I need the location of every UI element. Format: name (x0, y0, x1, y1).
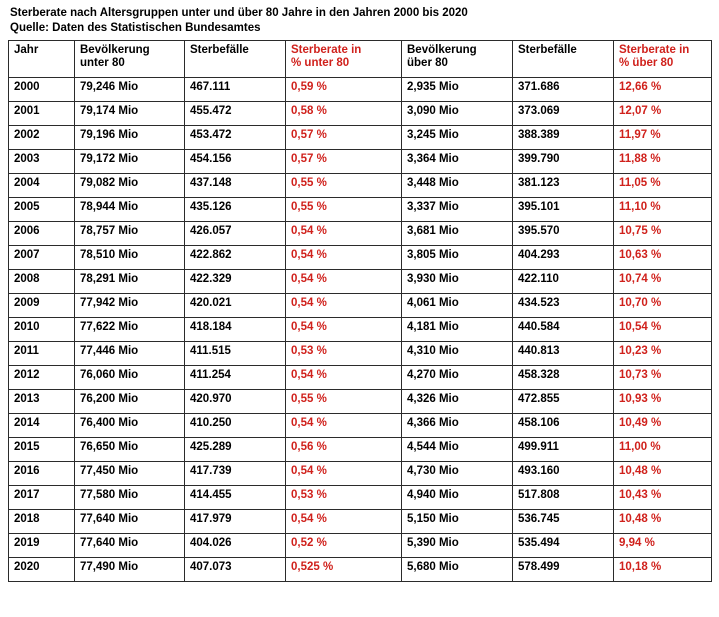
table-row (9, 246, 712, 270)
cell-sterberate-unter-80: 0,55 % (286, 390, 402, 414)
column-header-bev-ueber80-line2: über 80 (407, 57, 448, 69)
cell-jahr: 2014 (9, 414, 75, 438)
cell-sterbefaelle-unter-80: 422.329 (185, 270, 286, 294)
cell-jahr: 2013 (9, 390, 75, 414)
cell-sterberate-unter-80: 0,59 % (286, 78, 402, 102)
cell-sterbefaelle-unter-80: 407.073 (185, 558, 286, 582)
cell-bevoelkerung-ueber-80: 5,680 Mio (402, 558, 513, 582)
table-row (9, 366, 712, 390)
column-header-bev-unter80-line2: unter 80 (80, 57, 125, 69)
cell-sterberate-unter-80: 0,55 % (286, 198, 402, 222)
cell-sterbefaelle-unter-80: 410.250 (185, 414, 286, 438)
cell-bevoelkerung-unter-80: 77,580 Mio (75, 486, 185, 510)
cell-bevoelkerung-unter-80: 79,196 Mio (75, 126, 185, 150)
cell-sterberate-unter-80: 0,54 % (286, 366, 402, 390)
cell-sterberate-ueber-80: 9,94 % (614, 534, 712, 558)
table-row (9, 486, 712, 510)
column-header-jahr (9, 41, 75, 78)
cell-sterberate-unter-80: 0,53 % (286, 486, 402, 510)
cell-sterberate-ueber-80: 11,00 % (614, 438, 712, 462)
cell-bevoelkerung-unter-80: 76,650 Mio (75, 438, 185, 462)
cell-sterberate-unter-80: 0,55 % (286, 174, 402, 198)
cell-sterbefaelle-ueber-80: 517.808 (513, 486, 614, 510)
cell-sterbefaelle-unter-80: 435.126 (185, 198, 286, 222)
column-header-rate-unter80-line1: Sterberate in (291, 44, 362, 56)
cell-sterbefaelle-unter-80: 404.026 (185, 534, 286, 558)
title-line-2: Quelle: Daten des Statistischen Bundesamtes (10, 22, 261, 34)
cell-sterbefaelle-unter-80: 417.979 (185, 510, 286, 534)
cell-jahr: 2007 (9, 246, 75, 270)
column-header-sterbefaelle-ueber80-line1: Sterbefälle (518, 44, 577, 56)
table-row (9, 174, 712, 198)
cell-sterberate-unter-80: 0,525 % (286, 558, 402, 582)
cell-bevoelkerung-unter-80: 77,446 Mio (75, 342, 185, 366)
cell-jahr: 2020 (9, 558, 75, 582)
table-row (9, 270, 712, 294)
cell-bevoelkerung-unter-80: 77,640 Mio (75, 510, 185, 534)
cell-sterberate-ueber-80: 10,75 % (614, 222, 712, 246)
cell-sterberate-unter-80: 0,56 % (286, 438, 402, 462)
cell-bevoelkerung-ueber-80: 3,681 Mio (402, 222, 513, 246)
cell-bevoelkerung-ueber-80: 3,930 Mio (402, 270, 513, 294)
cell-bevoelkerung-unter-80: 76,060 Mio (75, 366, 185, 390)
cell-sterberate-unter-80: 0,52 % (286, 534, 402, 558)
cell-sterbefaelle-ueber-80: 458.106 (513, 414, 614, 438)
cell-bevoelkerung-unter-80: 79,172 Mio (75, 150, 185, 174)
cell-jahr: 2000 (9, 78, 75, 102)
cell-sterberate-ueber-80: 10,49 % (614, 414, 712, 438)
cell-sterbefaelle-ueber-80: 535.494 (513, 534, 614, 558)
cell-bevoelkerung-ueber-80: 4,326 Mio (402, 390, 513, 414)
table-row (9, 294, 712, 318)
cell-sterbefaelle-unter-80: 418.184 (185, 318, 286, 342)
cell-bevoelkerung-ueber-80: 4,544 Mio (402, 438, 513, 462)
cell-sterberate-unter-80: 0,54 % (286, 246, 402, 270)
cell-sterbefaelle-ueber-80: 578.499 (513, 558, 614, 582)
table-header (9, 41, 712, 78)
cell-bevoelkerung-unter-80: 77,640 Mio (75, 534, 185, 558)
cell-bevoelkerung-ueber-80: 2,935 Mio (402, 78, 513, 102)
cell-sterbefaelle-ueber-80: 493.160 (513, 462, 614, 486)
cell-sterbefaelle-unter-80: 454.156 (185, 150, 286, 174)
table-row (9, 510, 712, 534)
mortality-rate-table (8, 40, 712, 582)
cell-sterberate-unter-80: 0,54 % (286, 294, 402, 318)
column-header-sterberate-ueber-80 (614, 41, 712, 78)
cell-sterberate-ueber-80: 10,18 % (614, 558, 712, 582)
cell-bevoelkerung-unter-80: 77,490 Mio (75, 558, 185, 582)
table-header-row (9, 41, 712, 78)
cell-sterberate-ueber-80: 10,70 % (614, 294, 712, 318)
cell-jahr: 2011 (9, 342, 75, 366)
column-header-sterbefaelle-ueber-80 (513, 41, 614, 78)
cell-sterbefaelle-ueber-80: 434.523 (513, 294, 614, 318)
cell-bevoelkerung-ueber-80: 4,940 Mio (402, 486, 513, 510)
table-row (9, 414, 712, 438)
cell-jahr: 2005 (9, 198, 75, 222)
cell-sterbefaelle-ueber-80: 371.686 (513, 78, 614, 102)
title-line-1: Sterberate nach Altersgruppen unter und über 80 Jahre in den Jahren 2000 bis 2020 (10, 7, 468, 19)
cell-sterberate-unter-80: 0,57 % (286, 126, 402, 150)
cell-jahr: 2001 (9, 102, 75, 126)
cell-sterberate-ueber-80: 11,97 % (614, 126, 712, 150)
cell-sterbefaelle-unter-80: 422.862 (185, 246, 286, 270)
cell-sterbefaelle-ueber-80: 499.911 (513, 438, 614, 462)
table-row (9, 126, 712, 150)
table-row (9, 222, 712, 246)
cell-sterbefaelle-unter-80: 453.472 (185, 126, 286, 150)
cell-jahr: 2002 (9, 126, 75, 150)
cell-sterbefaelle-unter-80: 420.970 (185, 390, 286, 414)
cell-jahr: 2019 (9, 534, 75, 558)
cell-jahr: 2003 (9, 150, 75, 174)
cell-jahr: 2010 (9, 318, 75, 342)
cell-sterbefaelle-ueber-80: 381.123 (513, 174, 614, 198)
table-row (9, 438, 712, 462)
cell-sterberate-unter-80: 0,58 % (286, 102, 402, 126)
cell-sterbefaelle-ueber-80: 395.101 (513, 198, 614, 222)
cell-sterbefaelle-unter-80: 467.111 (185, 78, 286, 102)
cell-bevoelkerung-unter-80: 77,942 Mio (75, 294, 185, 318)
column-header-rate-unter80-line2: % unter 80 (291, 57, 350, 69)
cell-sterberate-unter-80: 0,54 % (286, 414, 402, 438)
cell-jahr: 2004 (9, 174, 75, 198)
cell-bevoelkerung-unter-80: 79,246 Mio (75, 78, 185, 102)
cell-sterbefaelle-ueber-80: 388.389 (513, 126, 614, 150)
cell-bevoelkerung-ueber-80: 4,730 Mio (402, 462, 513, 486)
cell-bevoelkerung-unter-80: 78,510 Mio (75, 246, 185, 270)
column-header-bev-unter80-line1: Bevölkerung (80, 44, 150, 56)
cell-jahr: 2009 (9, 294, 75, 318)
cell-sterbefaelle-ueber-80: 440.584 (513, 318, 614, 342)
cell-bevoelkerung-unter-80: 77,450 Mio (75, 462, 185, 486)
table-row (9, 318, 712, 342)
cell-bevoelkerung-unter-80: 79,082 Mio (75, 174, 185, 198)
cell-jahr: 2006 (9, 222, 75, 246)
column-header-rate-ueber80-line2: % über 80 (619, 57, 674, 69)
cell-sterbefaelle-unter-80: 411.515 (185, 342, 286, 366)
cell-bevoelkerung-unter-80: 78,291 Mio (75, 270, 185, 294)
column-header-sterbefaelle-unter80-line1: Sterbefälle (190, 44, 249, 56)
table-row (9, 390, 712, 414)
cell-bevoelkerung-ueber-80: 3,337 Mio (402, 198, 513, 222)
cell-sterbefaelle-ueber-80: 536.745 (513, 510, 614, 534)
document-title (8, 6, 711, 36)
table-row (9, 198, 712, 222)
cell-bevoelkerung-ueber-80: 4,061 Mio (402, 294, 513, 318)
column-header-bevoelkerung-unter-80 (75, 41, 185, 78)
cell-sterbefaelle-ueber-80: 373.069 (513, 102, 614, 126)
column-header-sterbefaelle-unter-80 (185, 41, 286, 78)
cell-jahr: 2008 (9, 270, 75, 294)
cell-bevoelkerung-ueber-80: 4,181 Mio (402, 318, 513, 342)
cell-bevoelkerung-ueber-80: 3,448 Mio (402, 174, 513, 198)
cell-sterbefaelle-ueber-80: 395.570 (513, 222, 614, 246)
cell-jahr: 2017 (9, 486, 75, 510)
cell-sterbefaelle-unter-80: 411.254 (185, 366, 286, 390)
column-header-rate-ueber80-line1: Sterberate in (619, 44, 690, 56)
cell-sterbefaelle-unter-80: 455.472 (185, 102, 286, 126)
table-row (9, 462, 712, 486)
cell-bevoelkerung-ueber-80: 4,366 Mio (402, 414, 513, 438)
cell-sterbefaelle-unter-80: 426.057 (185, 222, 286, 246)
table-row (9, 558, 712, 582)
cell-bevoelkerung-unter-80: 76,400 Mio (75, 414, 185, 438)
cell-bevoelkerung-ueber-80: 3,090 Mio (402, 102, 513, 126)
cell-bevoelkerung-ueber-80: 3,805 Mio (402, 246, 513, 270)
cell-sterberate-unter-80: 0,54 % (286, 510, 402, 534)
cell-sterbefaelle-ueber-80: 440.813 (513, 342, 614, 366)
cell-sterberate-ueber-80: 12,66 % (614, 78, 712, 102)
cell-sterbefaelle-ueber-80: 472.855 (513, 390, 614, 414)
cell-bevoelkerung-unter-80: 77,622 Mio (75, 318, 185, 342)
cell-bevoelkerung-unter-80: 76,200 Mio (75, 390, 185, 414)
cell-sterberate-ueber-80: 12,07 % (614, 102, 712, 126)
table-row (9, 102, 712, 126)
cell-sterberate-ueber-80: 10,48 % (614, 510, 712, 534)
cell-bevoelkerung-unter-80: 79,174 Mio (75, 102, 185, 126)
cell-bevoelkerung-ueber-80: 3,245 Mio (402, 126, 513, 150)
column-header-bev-ueber80-line1: Bevölkerung (407, 44, 477, 56)
table-row (9, 534, 712, 558)
cell-sterberate-ueber-80: 11,88 % (614, 150, 712, 174)
cell-sterbefaelle-ueber-80: 399.790 (513, 150, 614, 174)
column-header-bevoelkerung-ueber-80 (402, 41, 513, 78)
cell-bevoelkerung-ueber-80: 4,310 Mio (402, 342, 513, 366)
cell-sterberate-ueber-80: 10,74 % (614, 270, 712, 294)
cell-sterberate-ueber-80: 10,93 % (614, 390, 712, 414)
table-body (9, 78, 712, 582)
table-row (9, 78, 712, 102)
cell-sterberate-unter-80: 0,54 % (286, 462, 402, 486)
cell-bevoelkerung-ueber-80: 4,270 Mio (402, 366, 513, 390)
cell-sterberate-unter-80: 0,54 % (286, 222, 402, 246)
cell-sterbefaelle-unter-80: 414.455 (185, 486, 286, 510)
cell-sterberate-ueber-80: 10,54 % (614, 318, 712, 342)
cell-bevoelkerung-ueber-80: 5,150 Mio (402, 510, 513, 534)
cell-jahr: 2016 (9, 462, 75, 486)
cell-sterbefaelle-unter-80: 420.021 (185, 294, 286, 318)
cell-sterberate-ueber-80: 11,10 % (614, 198, 712, 222)
table-row (9, 150, 712, 174)
cell-jahr: 2018 (9, 510, 75, 534)
cell-sterberate-ueber-80: 10,73 % (614, 366, 712, 390)
column-header-jahr-line1: Jahr (14, 44, 39, 56)
cell-sterberate-ueber-80: 10,48 % (614, 462, 712, 486)
cell-bevoelkerung-ueber-80: 5,390 Mio (402, 534, 513, 558)
cell-sterbefaelle-unter-80: 417.739 (185, 462, 286, 486)
cell-jahr: 2015 (9, 438, 75, 462)
cell-jahr: 2012 (9, 366, 75, 390)
cell-sterberate-ueber-80: 11,05 % (614, 174, 712, 198)
cell-sterbefaelle-ueber-80: 422.110 (513, 270, 614, 294)
cell-bevoelkerung-unter-80: 78,757 Mio (75, 222, 185, 246)
cell-bevoelkerung-unter-80: 78,944 Mio (75, 198, 185, 222)
cell-sterbefaelle-ueber-80: 458.328 (513, 366, 614, 390)
cell-sterbefaelle-ueber-80: 404.293 (513, 246, 614, 270)
table-row (9, 342, 712, 366)
cell-sterbefaelle-unter-80: 425.289 (185, 438, 286, 462)
cell-sterberate-unter-80: 0,53 % (286, 342, 402, 366)
cell-sterberate-ueber-80: 10,43 % (614, 486, 712, 510)
cell-sterberate-unter-80: 0,54 % (286, 270, 402, 294)
cell-sterberate-unter-80: 0,54 % (286, 318, 402, 342)
cell-sterberate-ueber-80: 10,23 % (614, 342, 712, 366)
cell-sterbefaelle-unter-80: 437.148 (185, 174, 286, 198)
cell-bevoelkerung-ueber-80: 3,364 Mio (402, 150, 513, 174)
column-header-sterberate-unter-80 (286, 41, 402, 78)
cell-sterberate-ueber-80: 10,63 % (614, 246, 712, 270)
cell-sterberate-unter-80: 0,57 % (286, 150, 402, 174)
